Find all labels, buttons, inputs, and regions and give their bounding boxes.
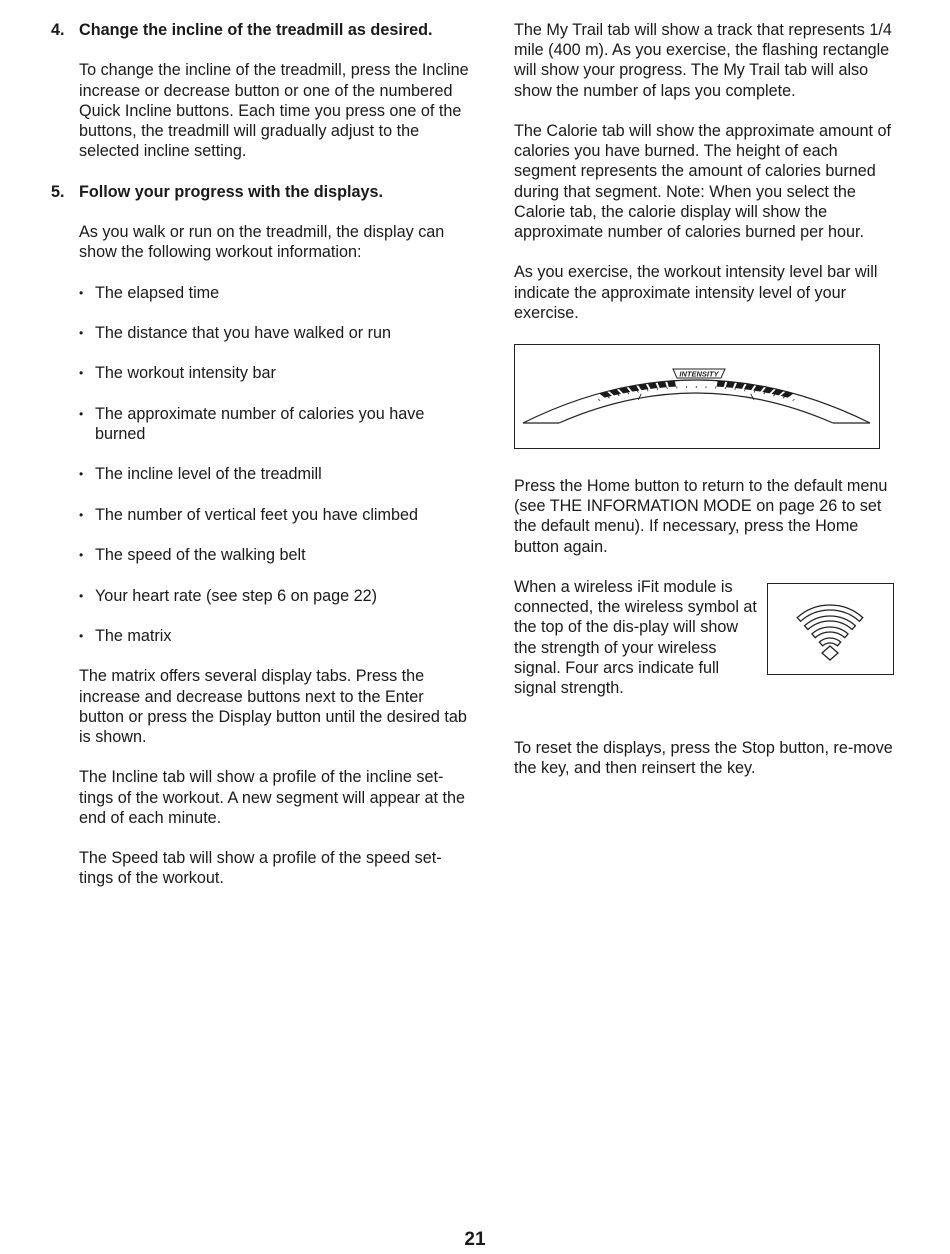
calorie-paragraph: The Calorie tab will show the approximate amount of calories you have burned. The height of each segment represents the amount of calories burned during that segment. Note: When you select the Calorie tab, the calorie display will show the approximate number of calories burned per hour. xyxy=(514,122,891,242)
list-item: • The number of vertical feet you have climbed xyxy=(79,505,419,524)
intensity-segment xyxy=(648,382,658,389)
speed-tab-paragraph: The Speed tab will show a profile of the speed set-tings of the workout. xyxy=(79,849,442,888)
intensity-tick xyxy=(608,397,610,398)
intensity-marker xyxy=(751,394,754,400)
intensity-tick xyxy=(783,397,785,398)
right-column xyxy=(514,20,904,323)
reset-paragraph: To reset the displays, press the Stop button, re-move the key, and then reinsert the key. xyxy=(514,739,893,778)
workout-info-list xyxy=(79,283,471,647)
my-trail-paragraph: The My Trail tab will show a track that represents 1/4 mile (400 m). As you exercise, the flashing rectangle will show your progress. The My Trail tab will also show the number of laps you complete. xyxy=(514,21,892,100)
intensity-segment xyxy=(735,382,745,389)
intensity-tick xyxy=(598,399,600,400)
intensity-tick xyxy=(764,393,765,395)
left-column xyxy=(51,20,471,889)
list-item: • The elapsed time xyxy=(79,283,220,302)
step-5-heading xyxy=(51,182,471,202)
intensity-tick xyxy=(657,388,658,390)
intensity-marker xyxy=(638,394,641,400)
matrix-paragraph: The matrix offers several display tabs. Press the increase and decrease buttons next to the Enter button or press the Display button until the desired tab is shown. xyxy=(79,667,467,746)
intensity-tick xyxy=(637,391,638,393)
step-5-title: Follow your progress with the displays. xyxy=(79,182,384,201)
step-5-number: 5. xyxy=(51,182,65,201)
intensity-segment xyxy=(657,381,666,387)
wifi-paragraph: When a wireless iFit module is connected, the wireless symbol at the top of the dis-play will show the strength of your wireless signal. Four arcs indicate full signal strength. xyxy=(514,578,757,698)
list-item: • The distance that you have walked or run xyxy=(79,323,392,342)
intensity-bar-figure xyxy=(514,344,880,449)
page-number: 21 xyxy=(464,1229,486,1250)
wireless-arc xyxy=(819,638,840,646)
intensity-segment xyxy=(667,381,676,387)
intensity-tick xyxy=(754,391,755,393)
wireless-signal-figure xyxy=(767,583,894,675)
step-4-number: 4. xyxy=(51,21,65,39)
intensity-segments xyxy=(599,381,793,398)
list-item: • The speed of the walking belt xyxy=(79,546,306,565)
intensity-tick xyxy=(647,389,648,391)
incline-tab-paragraph: The Incline tab will show a profile of the incline set-tings of the workout. A new segment will appear at the end of each minute. xyxy=(79,768,466,827)
list-item: • Your heart rate (see step 6 on page 22) xyxy=(79,586,377,605)
list-item: • The workout intensity bar xyxy=(79,364,276,383)
wireless-signal-icon xyxy=(768,584,892,673)
intensity-segment xyxy=(726,381,735,387)
intensity-bar-illustration xyxy=(515,345,878,447)
step-4-body: To change the incline of the treadmill, press the Incline increase or decrease button or one of the numbered Quick Incline buttons. Each time you press one of the buttons, the treadmill will gradually adjust to the selected incline setting. xyxy=(79,61,469,161)
list-item: • The approximate number of calories you have burned xyxy=(79,404,425,443)
wireless-arc xyxy=(812,627,848,638)
intensity-tick xyxy=(773,395,774,397)
intensity-segment xyxy=(638,384,649,391)
list-item: • The incline level of the treadmill xyxy=(79,465,322,484)
intensity-paragraph: As you exercise, the workout intensity level bar will indicate the approximate intensity level of your exercise. xyxy=(514,263,878,322)
intensity-segment xyxy=(744,384,755,391)
intensity-tick xyxy=(618,395,619,397)
intensity-label: INTENSITY xyxy=(679,369,719,379)
step-5-intro: As you walk or run on the treadmill, the display can show the following workout information: xyxy=(79,222,445,262)
step-4-title: Change the incline of the treadmill as desired. xyxy=(79,21,433,39)
intensity-tick xyxy=(735,388,736,390)
intensity-tick xyxy=(667,387,668,389)
intensity-tick xyxy=(628,393,629,395)
intensity-segment xyxy=(717,381,726,387)
intensity-tick xyxy=(725,387,726,389)
intensity-tick xyxy=(744,389,745,391)
intensity-tick xyxy=(793,399,795,400)
list-item: • The matrix xyxy=(79,626,172,645)
step-4-heading xyxy=(51,20,471,40)
home-paragraph: Press the Home button to return to the default menu (see THE INFORMATION MODE on page 26 to set the default menu). If necessary, press the Home button again. xyxy=(514,477,888,556)
